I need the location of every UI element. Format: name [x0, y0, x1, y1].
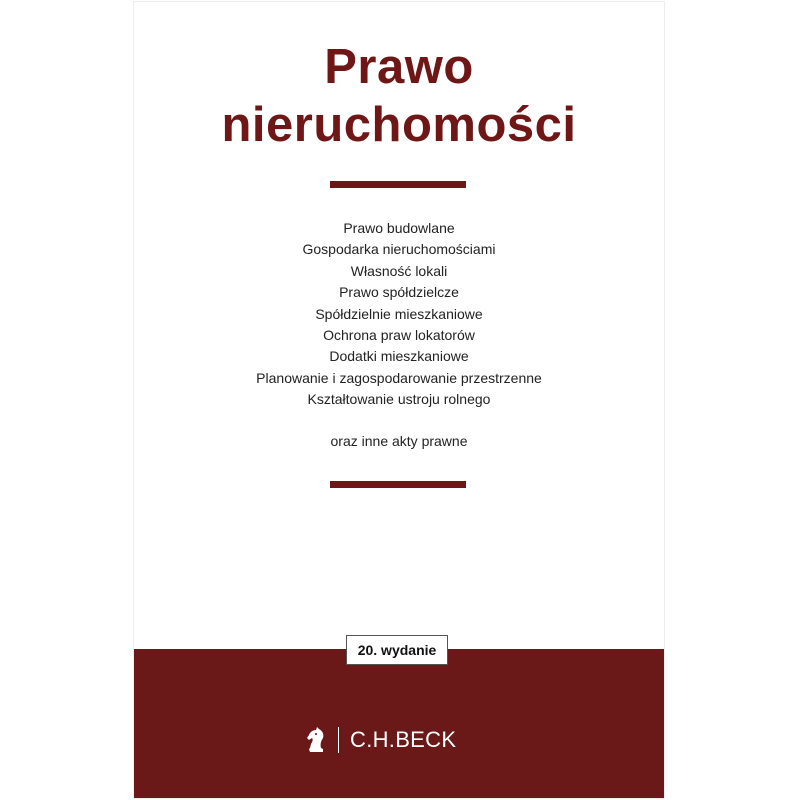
list-item: Prawo spółdzielcze [339, 284, 459, 301]
title-line-2: nieruchomości [221, 98, 577, 152]
top-divider-rule [330, 181, 466, 188]
list-item: Kształtowanie ustroju rolnego [307, 391, 491, 408]
book-title [134, 38, 664, 154]
legal-acts-list [134, 218, 664, 411]
list-item: Dodatki mieszkaniowe [329, 348, 469, 365]
publisher-name: C.H.BECK [350, 727, 457, 752]
list-item: Spółdzielnie mieszkaniowe [315, 305, 483, 322]
list-item: Gospodarka nieruchomościami [302, 241, 496, 258]
publisher-logo [304, 723, 456, 757]
list-item: Prawo budowlane [343, 220, 455, 236]
other-acts-note: oraz inne akty prawne [330, 433, 468, 449]
chess-knight-icon [304, 726, 328, 754]
edition-badge: 20. wydanie [346, 635, 448, 665]
logo-divider [338, 727, 339, 753]
bottom-divider-rule [330, 481, 466, 488]
book-cover [134, 2, 664, 798]
list-item: Planowanie i zagospodarowanie przestrzenne [256, 369, 542, 386]
title-line-1: Prawo [324, 40, 474, 94]
list-item: Własność lokali [350, 262, 448, 279]
list-item: Ochrona praw lokatorów [323, 327, 475, 344]
